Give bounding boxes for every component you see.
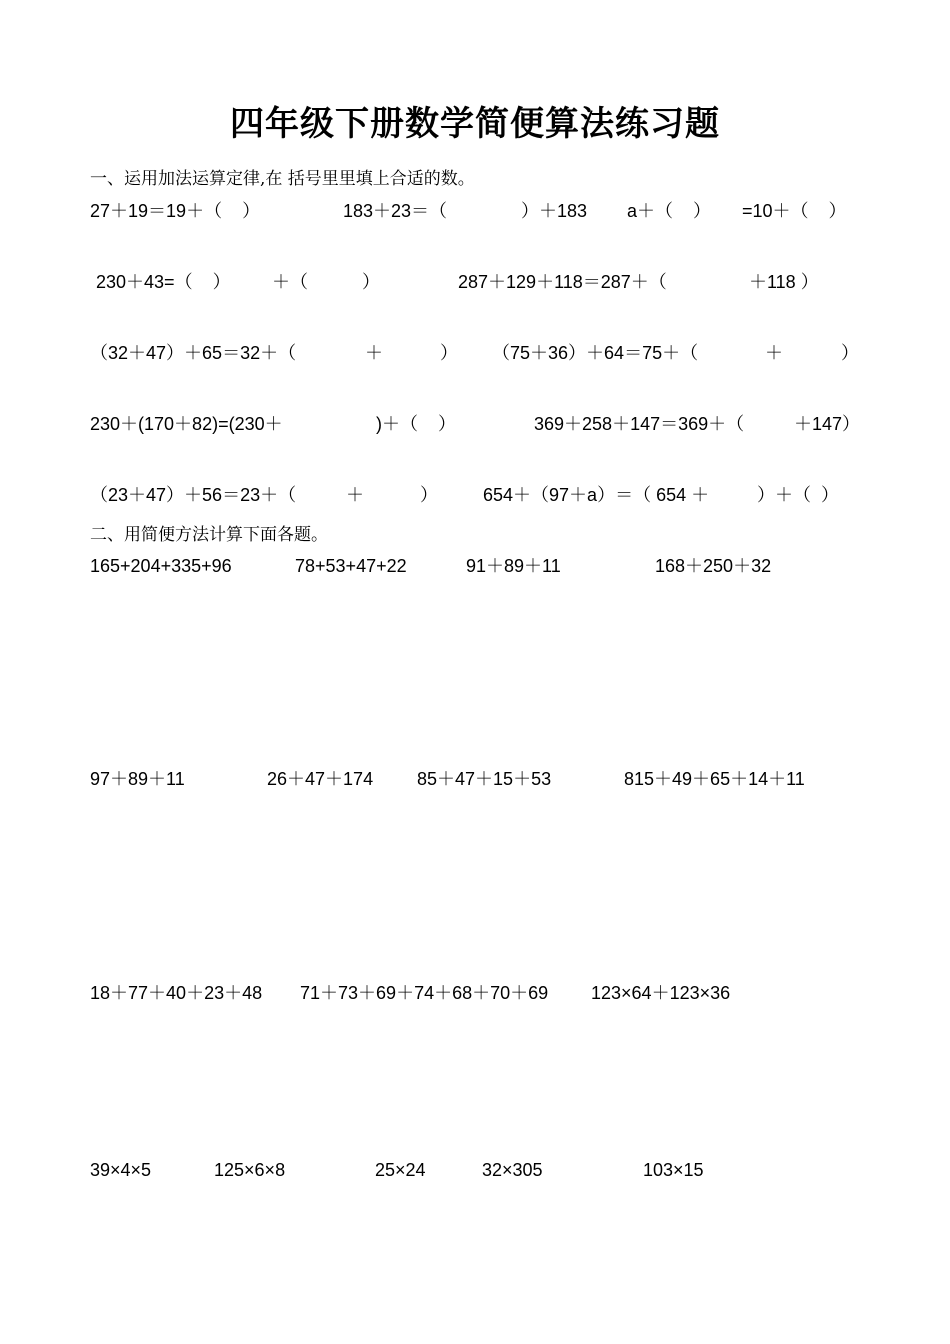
fill-in-problem: 287＋129＋118＝287＋（ [458,272,667,292]
calc-problem: 39×4×5 [90,1160,152,1180]
fill-in-problem: ）＋183 [521,201,588,221]
fill-in-problem: 369＋258＋147＝369＋（ [534,414,745,434]
calc-problem: 103×15 [643,1160,704,1180]
fill-in-problem: ）＋（ ） [757,485,840,505]
calc-problem: 168＋250＋32 [655,556,772,576]
fill-in-problem: a＋（ ） [627,201,712,221]
fill-in-problem: ） [420,485,438,505]
fill-in-problem: 183＋23＝（ [343,201,448,221]
fill-in-problem: ＋ [365,343,383,363]
calc-problem: 815＋49＋65＋14＋11 [624,769,805,789]
fill-in-problem: （32＋47）＋65＝32＋（ [90,343,297,363]
calc-problem: 25×24 [375,1160,426,1180]
fill-in-problem: 230＋(170＋82)=(230＋ [90,414,283,434]
fill-in-problem: 27＋19＝19＋（ ） [90,201,261,221]
calc-problem: 26＋47＋174 [267,769,374,789]
fill-in-problem: （23＋47）＋56＝23＋（ [90,485,297,505]
fill-in-problem: =10＋（ ） [742,201,847,221]
calc-problem: 85＋47＋15＋53 [417,769,552,789]
calc-problem: 125×6×8 [214,1160,286,1180]
fill-in-problem: ＋118 ） [749,272,819,292]
fill-in-problem: ＋ [765,343,783,363]
calc-problem: 78+53+47+22 [295,556,407,576]
fill-in-problem: ＋147） [794,414,861,434]
fill-in-problem: 654＋（97＋a）＝（ 654 ＋ [483,485,710,505]
fill-in-problem: ） [362,272,380,292]
calc-problem: 97＋89＋11 [90,769,185,789]
calc-problem: 123×64＋123×36 [591,983,731,1003]
calc-problem: 18＋77＋40＋23＋48 [90,983,263,1003]
fill-in-problem: （75＋36）＋64＝75＋（ [492,343,699,363]
fill-in-problem: ） [841,343,859,363]
fill-in-problem: ） [440,343,458,363]
calc-problem: 32×305 [482,1160,543,1180]
fill-in-problem: ＋（ [272,272,308,292]
page-title: 四年级下册数学简便算法练习题 [230,104,720,144]
calc-problem: 91＋89＋11 [466,556,561,576]
calc-problem: 165+204+335+96 [90,556,232,576]
fill-in-problem: ＋ [346,485,364,505]
calc-problem: 71＋73＋69＋74＋68＋70＋69 [300,983,549,1003]
section-1-heading: 一、运用加法运算定律,在 括号里里填上合适的数。 [90,169,475,189]
fill-in-problem: )＋（ ） [376,414,456,434]
section-2-heading: 二、用简便方法计算下面各题。 [90,525,328,545]
fill-in-problem: 230＋43=（ ） [96,272,231,292]
